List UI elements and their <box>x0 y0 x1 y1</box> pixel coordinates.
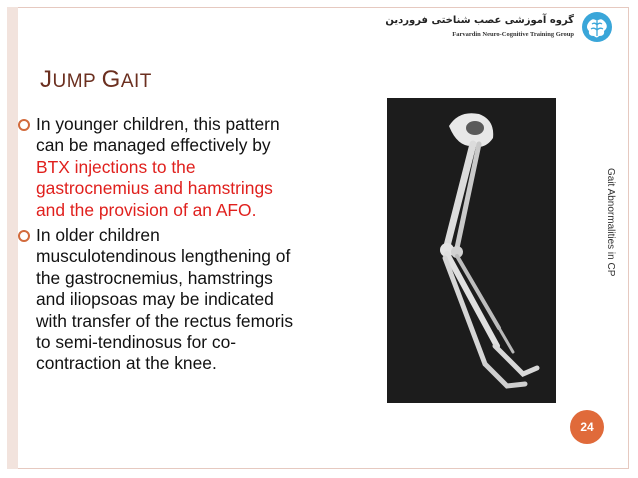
org-name-fa: گروه آموزشی عصب شناختی فروردین <box>385 15 574 26</box>
brain-icon <box>580 10 614 44</box>
bullet-item <box>22 114 368 221</box>
bullet-circle-icon <box>18 119 30 131</box>
bullet-item <box>22 225 368 375</box>
page-number-badge: 24 <box>570 410 604 444</box>
side-section-label: Gait Abnormalities in CP <box>605 168 616 277</box>
bullet-text-plain: In younger children, this pattern can be managed effectively by <box>36 114 280 156</box>
leg-skeleton-photo <box>387 98 556 403</box>
title-word-ait: AIT <box>120 71 152 92</box>
bullet-text-plain: In older children musculotendinous lengthening of the gastrocnemius, hamstrings and iliopsoas may be indicated with transfer of the rectus femoris to semi-tendinosus for co- contraction at the knee. <box>36 225 294 374</box>
org-name-en: Farvardin Neuro-Cognitive Training Group <box>452 31 574 38</box>
side-accent-bar <box>7 7 18 469</box>
title-letter-j: J <box>40 66 53 93</box>
title-word-ump: UMP <box>52 71 102 92</box>
bullet-circle-icon <box>18 230 30 242</box>
bullet-list <box>22 114 368 379</box>
bullet-text-highlight: BTX injections to the gastrocnemius and hamstrings and the provision of an AFO. <box>36 156 273 220</box>
bullet-text <box>36 225 368 375</box>
slide-title <box>40 66 152 94</box>
bullet-text <box>36 114 368 221</box>
title-letter-g: G <box>101 66 121 93</box>
